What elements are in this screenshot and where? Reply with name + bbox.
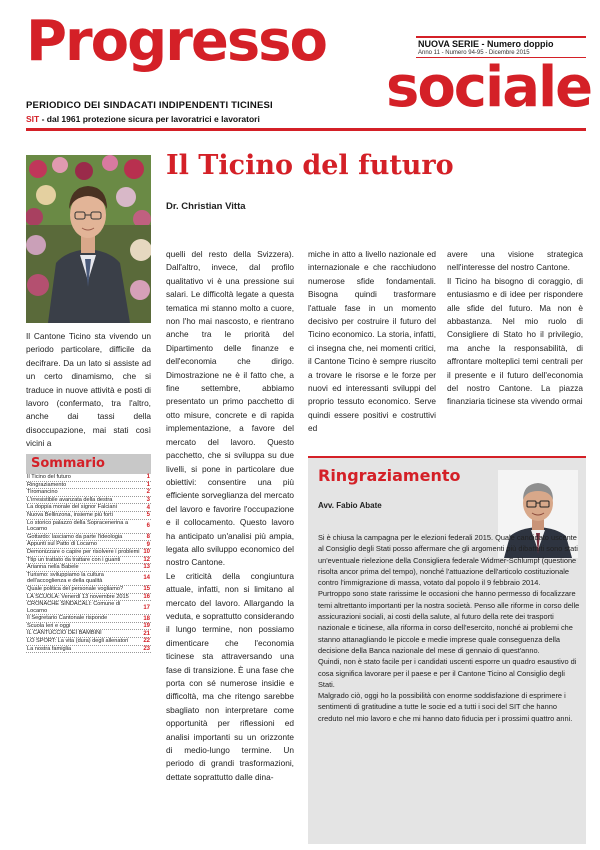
toc-item-label: Quale politica del personale vogliamo? — [27, 585, 124, 592]
toc-item-label: Il Segretario Cantonale risponde — [27, 615, 108, 622]
toc-item-page: 6 — [146, 523, 150, 530]
ringraziamento-paragraph: Si è chiusa la campagna per le elezioni federali 2015. Quale candidato uscente al Consiglio degli Stati posso affermare che gli argomenti più dibattuti sono stati un'eventuale rielezione della Consigliera federale Widmer-Schlumpf (questione risolta ancor prima del tempo), nonché l'attuazione dell'articolo costituzionale contro l'immigrazione di massa, votato dal popolo il 9 febbraio 2014. — [318, 533, 578, 588]
toc-item[interactable] — [26, 557, 151, 565]
toc-item[interactable] — [26, 601, 151, 615]
toc-list — [26, 474, 151, 653]
masthead-title-line1: Progresso — [26, 9, 326, 74]
masthead-rule — [26, 128, 586, 131]
article-paragraph: Le criticità della congiuntura attuale, infatti, non si limitano al mercato del lavoro. Allargando la veduta, e soprattutto considerando il lungo termine, non possiamo dimenticare che l'economia ticinese sta attraversando una fase di transizione. È una fase che porta con sé numerose insidie e difficoltà, ma che ritengo sarebbe sbagliato non interpretare come opportunità per riflessioni ed analisi importanti su un orizzonte di medio-lungo termine. Un periodo di grandi trasformazioni, dettate soprattutto dalle dina- — [166, 570, 294, 782]
masthead-title-line2: sociale — [386, 55, 592, 120]
toc-item-page: 10 — [143, 549, 150, 556]
toc-item-label: Appunti sul Patto di Locarno — [27, 541, 97, 548]
toc-item-label: Scuola Ieri e oggi — [27, 622, 71, 629]
toc-item-page: 12 — [143, 556, 150, 563]
toc-item-page: 14 — [143, 575, 150, 582]
toc-item-label: La nostra famiglia — [27, 645, 72, 652]
toc-item[interactable] — [26, 512, 151, 520]
toc-item-page: 8 — [146, 534, 150, 541]
masthead-subtitle: PERIODICO DEI SINDACATI INDIPENDENTI TICINESI — [26, 100, 273, 111]
toc-item-page: 16 — [143, 593, 150, 600]
toc-item-label: Gottardo: lasciamo da parte l'ideologia — [27, 533, 123, 540]
article-column-3 — [308, 248, 436, 436]
article-paragraph: miche in atto a livello nazionale ed internazionale e che racchiudono numerose sfide fondamentali. Bisogna quindi trasformare l'attuale fase in un momento decisivo per costruire il futuro del Ticino economico. La storia, infatti, ci insegna che, nei momenti critici, il Cantone Ticino è sempre riuscito a trovare le risorse e le forze per nuovi ed interessanti sviluppi del proprio tessuto economico. Serve quindi essere positivi e costruttivi ed — [308, 249, 436, 434]
toc-item-page: 4 — [146, 504, 150, 511]
toc-item-label: L'irresistibile avanzata della destra — [27, 496, 113, 503]
toc-item-page: 17 — [143, 604, 150, 611]
ringraziamento-paragraph: Malgrado ciò, oggi ho la possibilità con enorme soddisfazione di esprimere i sentimenti di gratitudine a tutte le socie ed a tutti i soci del SIT che hanno creduto nel mio lavoro e che mi hanno dato fiducia per i prossimi quattro anni. — [318, 691, 573, 723]
toc-item-page: 21 — [143, 630, 150, 637]
article-paragraph: Il Ticino ha bisogno di coraggio, di entusiasmo e di idee per rispondere alle sfide del futuro. Ma non è abbastanza. Nel mio ruolo di Consigliere di Stato ho il privilegio, ma anche la responsabilità, di affrontare molteplici temi centrali per il presente e il futuro dell'economia del nostro Cantone. La piazza finanziaria ticinese sta vivendo ormai — [447, 275, 583, 407]
article-paragraph: avere una visione strategica nell'interesse del nostro Cantone. — [447, 249, 583, 273]
toc-item-label: LO SPORT: La vita (dura) degli allenatori — [27, 638, 129, 645]
toc-item[interactable] — [26, 541, 151, 549]
author-photo-vitta — [26, 155, 151, 323]
toc-item[interactable] — [26, 482, 151, 490]
toc-item-label: La doppia morale del signor Falciani — [27, 504, 117, 511]
toc-item-label: Turismo: sviluppiamo la cultura dell'accoglienza e della qualità — [27, 571, 104, 585]
toc-item[interactable] — [26, 630, 151, 638]
toc-item-label: Il Ticino del futuro — [27, 474, 71, 480]
table-of-contents — [26, 454, 151, 653]
toc-item-page: 18 — [143, 615, 150, 622]
toc-heading: Sommario — [26, 454, 151, 474]
ringraziamento-paragraph: Purtroppo sono state rarissime le occasioni che hanno permesso di focalizzare temi altrettanto importanti per la nostra società. Penso alle riforme in corso delle assicurazioni sociali, ai costi della salute, al futuro della rete dei trasporti nazionale e ticinese, alla riforma in corso dell'esercito, nonché ai problemi che stanno attanagliando le piccole e medie imprese quale conseguenza della decisione della Banca nazionale del mese di gennaio di quest'anno. — [318, 589, 580, 655]
toc-item-label: Demonizzare o capire per risolvere i problemi — [27, 548, 140, 555]
ringraziamento-byline: Avv. Fabio Abate — [318, 501, 382, 510]
toc-item-label: Arianna nella Babele — [27, 564, 79, 571]
toc-item[interactable] — [26, 504, 151, 512]
article-paragraph: quelli del resto della Svizzera). Dall'altro, invece, dal profilo qualitativo vi è una pressione sui salari. Le difficoltà legate a questa tematica mi stanno molto a cuore, non l'ho mai nascosto, e rientrano anche tra le priorità del Dipartimento delle finanze e dell'economia che dirigo. Dimostrazione ne è il fatto che, a fine settembre, abbiamo presentato un primo pacchetto di otto misure, concrete e di rapida implementazione, a favore del mercato del lavoro. Questo pacchetto, che si sviluppa su due livelli, si pone in particolare due obiettivi: consentire una più efficiente sorveglianza del mercato del lavoro e favorire l'occupazione e il collocamento. Questo lavoro ha anticipato un'analisi più ampia, legata allo sviluppo economico del nostro Cantone. — [166, 249, 294, 568]
toc-item-label: Lo storico palazzo della Sopracenerina a Locarno — [27, 519, 129, 533]
toc-item-page: 5 — [146, 512, 150, 519]
toc-item[interactable] — [26, 586, 151, 594]
toc-item-page: 19 — [143, 623, 150, 630]
article-title: Il Ticino del futuro — [166, 150, 454, 181]
toc-item[interactable] — [26, 594, 151, 602]
toc-item-page: 13 — [143, 564, 150, 571]
masthead-tagline — [26, 114, 386, 124]
toc-item[interactable] — [26, 572, 151, 586]
toc-item[interactable] — [26, 497, 151, 505]
toc-item[interactable] — [26, 638, 151, 646]
toc-item-label: IL CANTUCCIO DEI BAMBINI — [27, 630, 102, 637]
ringraziamento-title: Ringraziamento — [318, 466, 461, 485]
toc-item-label: LA SCUOLA: Venerdì 13 novembre 2015 — [27, 593, 129, 600]
toc-item[interactable] — [26, 474, 151, 482]
article-column-1 — [26, 330, 151, 451]
toc-item-page: 1 — [146, 474, 150, 481]
ringraziamento-box — [308, 456, 586, 844]
toc-item-label: Ttip un trattato da trattare con i guanti — [27, 556, 121, 563]
toc-item-label: Nuova Bellinzona, insieme più forti — [27, 511, 113, 518]
article-column-2 — [166, 248, 294, 784]
toc-item-label: CRONACHE SINDACALI: Comune di Locarno — [27, 601, 121, 614]
toc-item[interactable] — [26, 646, 151, 654]
toc-item[interactable] — [26, 534, 151, 542]
toc-item-page: 1 — [146, 481, 150, 488]
ringraziamento-text — [318, 532, 580, 724]
toc-item-label: Tiromancino — [27, 489, 58, 496]
article-byline: Dr. Christian Vitta — [166, 201, 246, 212]
toc-item-label: Ringraziamento — [27, 481, 67, 488]
tagline-sit: SIT — [26, 114, 40, 124]
toc-item-page: 2 — [146, 489, 150, 496]
article-paragraph: Il Cantone Ticino sta vivendo un periodo particolare, difficile da decifrare. Da un lato si assiste ad un certo dinamismo, che si traduce in nuove attività e posti di lavoro (confermato, tra l'altro, anche dai tassi della disoccupazione, mai stati così vicini a — [26, 331, 151, 449]
toc-item-page: 22 — [143, 638, 150, 645]
tagline-rest: - dal 1961 protezione sicura per lavoratrici e lavoratori — [39, 114, 260, 124]
toc-item[interactable] — [26, 520, 151, 534]
toc-item-page: 15 — [143, 586, 150, 593]
issue-details: Anno 11 - Numero 94-95 - Dicembre 2015 — [418, 50, 530, 56]
toc-item-page: 23 — [143, 645, 150, 652]
issue-series: NUOVA SERIE - Numero doppio — [418, 39, 554, 49]
toc-item[interactable] — [26, 564, 151, 572]
toc-item-page: 3 — [146, 497, 150, 504]
article-column-4 — [447, 248, 583, 409]
toc-item[interactable] — [26, 615, 151, 623]
toc-item[interactable] — [26, 549, 151, 557]
toc-item[interactable] — [26, 489, 151, 497]
toc-item-page: 9 — [146, 541, 150, 548]
issue-info-box — [416, 36, 586, 58]
toc-item[interactable] — [26, 623, 151, 631]
ringraziamento-paragraph: Quindi, non è stato facile per i candidati uscenti esporre un quadro esaustivo di cosa significa lavorare per il paese e per il Cantone Ticino al Consiglio degli Stati. — [318, 657, 577, 689]
